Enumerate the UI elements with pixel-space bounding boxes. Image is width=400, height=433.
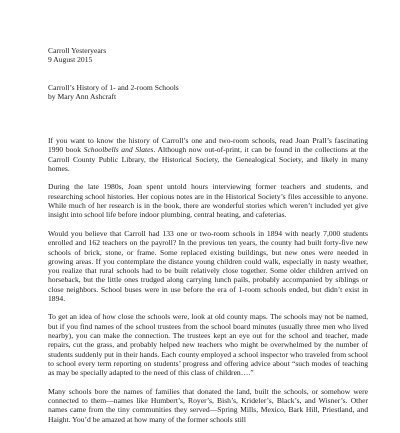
publication-date: 9 August 2015 <box>48 55 93 65</box>
title-block <box>48 83 368 102</box>
paragraph <box>48 136 368 173</box>
document-header <box>48 46 368 65</box>
article-body <box>48 136 368 433</box>
article-title: Carroll’s History of 1- and 2-room Schools <box>48 83 179 92</box>
paragraph: Many schools bore the names of families that donated the land, built the schools, or somehow were connected to them—names like Humbert’s, Royer’s, Bish’s, Krideler’s, Black’s, and Wisner’s. Other names came from the tiny communities they served—Spring Mills, Mexico, Bark Hill, Priestland, and Haight. You’d be amazed at how many of the former schools still <box>48 386 368 424</box>
byline: by Mary Ann Ashcraft <box>48 92 117 102</box>
book-title: Schoolbells and Slates <box>83 145 154 155</box>
column-name: Carroll Yesteryears <box>48 46 107 55</box>
paragraph: During the late 1980s, Joan spent untold hours interviewing former teachers and students, and researching school histories. Her copious notes are in the Historical Society’s files accessible to anyone. While much of her research is in the book, there are wonderful stories which weren’t included yet give insight into school life before indoor plumbing, central heating, and cafeterias. <box>48 182 368 220</box>
paragraph-text: . Although now out-of-print, it can be found in the collections at the Carroll County Public Library, the Historical Society, the Genealogical Society, and likely in many homes. <box>48 145 368 173</box>
paragraph-text: If you want to know the history of Carroll’s one and two-room schools, read Joan Prall’s fascinating 1990 book <box>48 136 368 155</box>
paragraph: To get an idea of how close the schools were, look at old county maps. The schools may not be named, but if you find names of the school trustees from the school board minutes (usually three men who lived nearby), you can make the connection. The trustees kept an eye out for the school and teacher, made repairs, cut the grass, and probably helped new teachers who might be overwhelmed by the number of students suddenly put in their hands. Each county employed a school inspector who traveled from school to school every term reporting on students’ progress and offering advice about “such modes of teaching as may be specially adapted to the need of this class of children….” <box>48 312 368 378</box>
paragraph: Would you believe that Carroll had 133 one or two-room schools in 1894 with nearly 7,000 students enrolled and 162 teachers on the payroll? In the previous ten years, the county had built forty-five new schools of brick, stone, or frame. Some replaced existing buildings, but new ones were needed in growing areas. If you contemplate the distance young children could walk, especially in nasty weather, you realize that rural schools had to be built relatively close together. Some older children arrived on horseback, but the little ones trudged along carrying lunch pails, probably accompanied by siblings or close neighbors. School buses were in use before the era of 1-room schools ended, but didn’t exist in 1894. <box>48 228 368 304</box>
